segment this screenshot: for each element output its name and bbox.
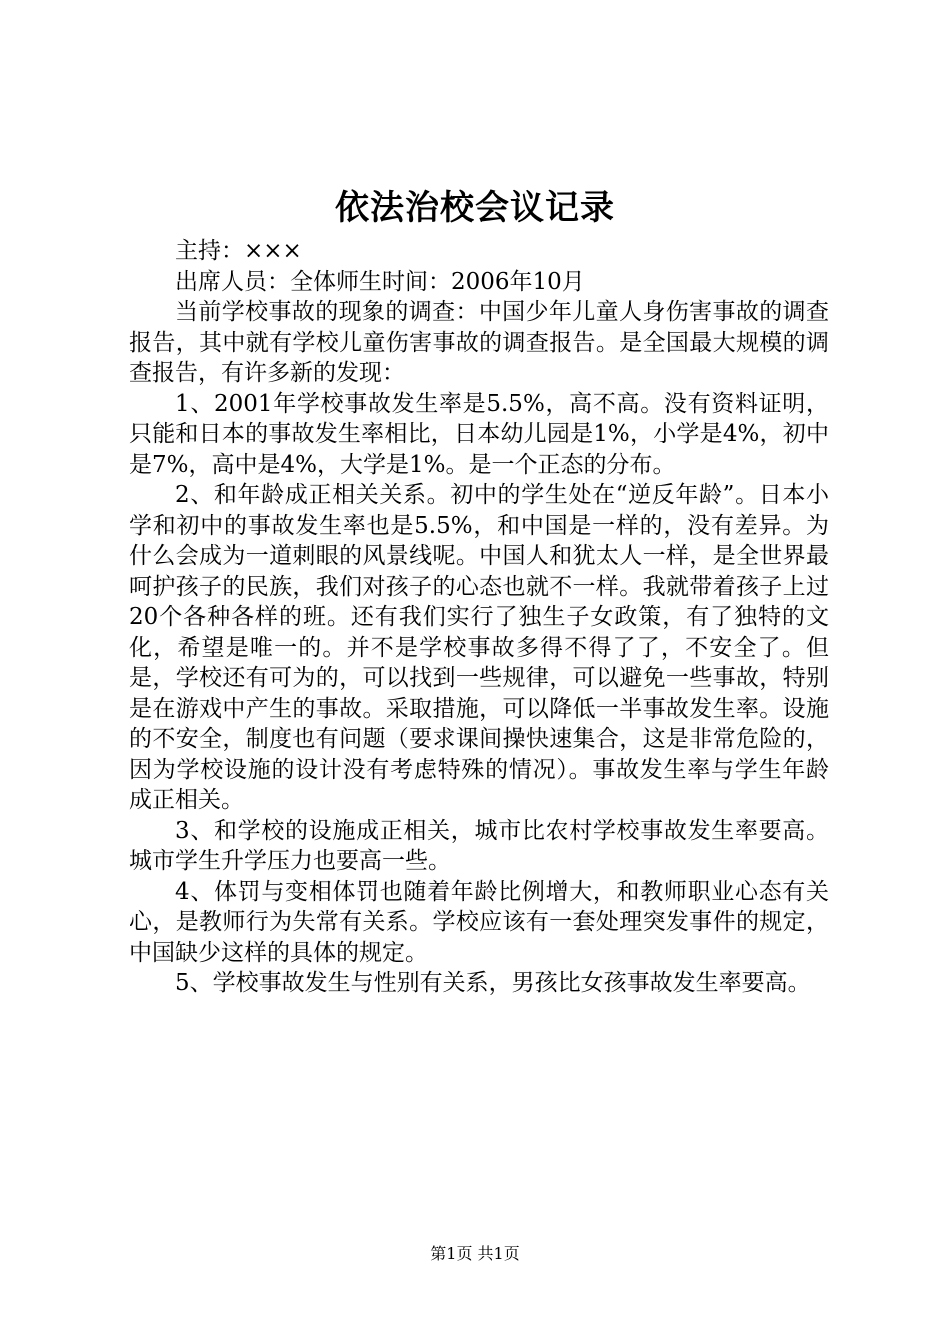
document-title: 依法治校会议记录 (335, 188, 615, 228)
document-body (129, 236, 829, 999)
finding-paragraph-3: 3、和学校的设施成正相关，城市比农村学校事故发生率要高。城市学生升学压力也要高一些。 (129, 817, 829, 874)
page-footer: 第1页 共1页 (430, 1244, 520, 1263)
finding-paragraph-1: 1、2001年学校事故发生率是5.5%，高不高。没有资料证明，只能和日本的事故发生率相比，日本幼儿园是1%，小学是4%，初中是7%，高中是4%，大学是1%。是一个正态的分布。 (129, 390, 829, 478)
host-line: 主持：××× (175, 238, 302, 264)
finding-paragraph-2: 2、和年龄成正相关关系。初中的学生处在“逆反年龄”。日本小学和初中的事故发生率也是5.5%，和中国是一样的，没有差异。为什么会成为一道刺眼的风景线呢。中国人和犹太人一样，是全世界最呵护孩子的民族，我们对孩子的心态也就不一样。我就带着孩子上过20个各种各样的班。还有我们实行了独生子女政策，有了独特的文化，希望是唯一的。并不是学校事故多得不得了了，不安全了。但是，学校还有可为的，可以找到一些规律，可以避免一些事故，特别是在游戏中产生的事故。采取措施，可以降低一半事故发生率。设施的不安全，制度也有问题（要求课间操快速集合，这是非常危险的，因为学校设施的设计没有考虑特殊的情况）。事故发生率与学生年龄成正相关。 (129, 482, 829, 813)
attendees-line: 出席人员：全体师生时间：2006年10月 (175, 268, 585, 295)
finding-paragraph-5: 5、学校事故发生与性别有关系，男孩比女孩事故发生率要高。 (175, 970, 811, 996)
intro-paragraph: 当前学校事故的现象的调查：中国少年儿童人身伤害事故的调查报告，其中就有学校儿童伤害事故的调查报告。是全国最大规模的调查报告，有许多新的发现： (129, 299, 829, 386)
finding-paragraph-4: 4、体罚与变相体罚也随着年龄比例增大，和教师职业心态有关心，是教师行为失常有关系。学校应该有一套处理突发事件的规定，中国缺少这样的具体的规定。 (129, 878, 829, 966)
